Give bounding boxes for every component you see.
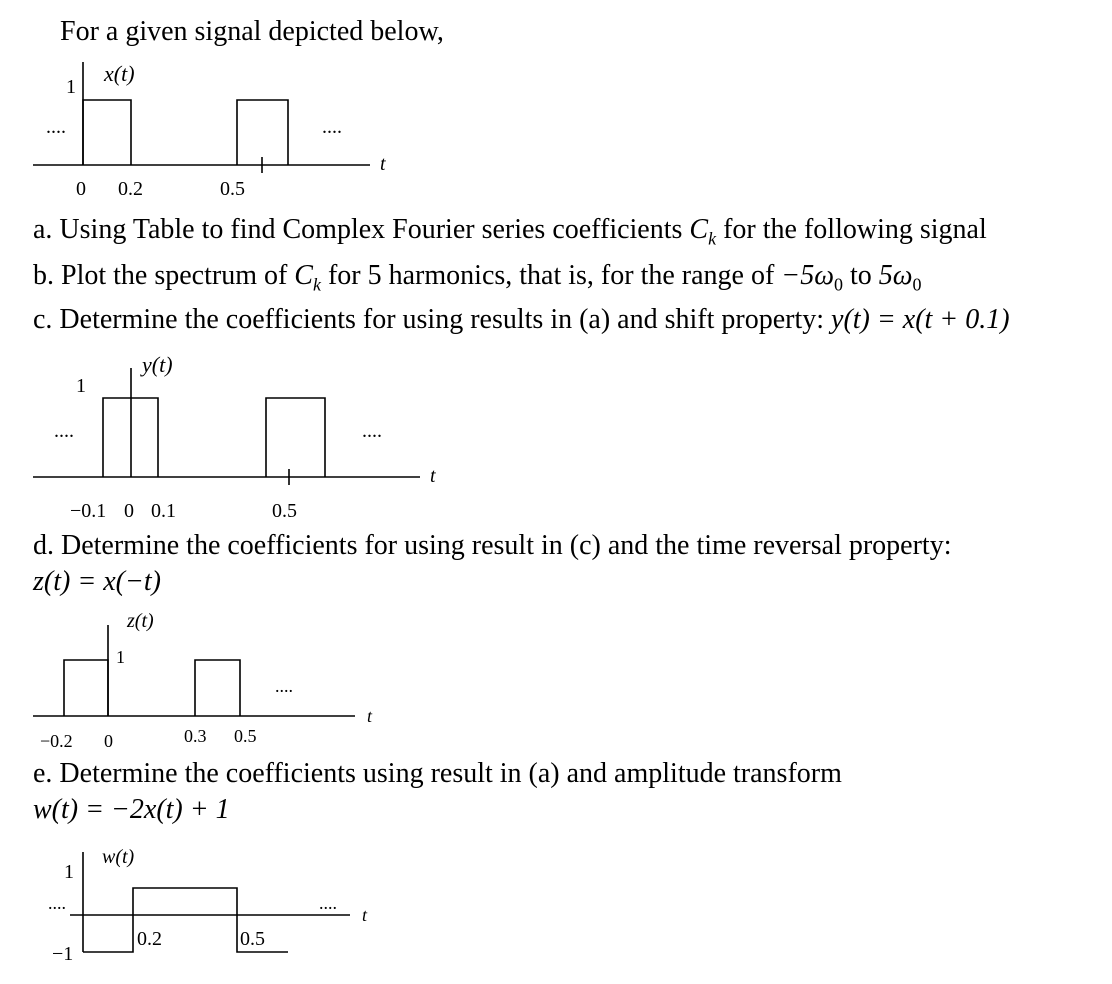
part-b-text: b. Plot the spectrum of $C_k$ for 5 harmonics, that is, for the range of $-5\omega_0$ to $5\omega_0$ — [33, 260, 922, 295]
figure-x — [33, 61, 386, 200]
z-tick-label-0: −0.2 — [40, 731, 73, 751]
w-tick-label-0: 0.2 — [137, 928, 162, 950]
x-dots-left: .... — [46, 116, 66, 138]
z-tick-label-2: 0.3 — [184, 726, 207, 746]
y-signal-label: y(t) — [142, 352, 173, 377]
y-tick-label-0: −0.1 — [70, 500, 107, 522]
w-axis-label: t — [362, 905, 368, 925]
z-pulse-1 — [64, 660, 108, 716]
z-amp-label: 1 — [116, 647, 125, 667]
z-pulse-2 — [195, 660, 240, 716]
x-pulse-2 — [237, 100, 288, 165]
z-signal-label: z(t) — [127, 610, 154, 632]
w-signal-label: w(t) — [102, 846, 135, 868]
amplitude-equation: w(t) = −2x(t) + 1 — [33, 794, 230, 825]
w-amp-pos-label: 1 — [64, 861, 74, 883]
z-tick-label-3: 0.5 — [234, 726, 257, 746]
z-tick-label-1: 0 — [104, 731, 113, 751]
w-dots-left: .... — [48, 893, 66, 913]
x-signal-label: x(t) — [104, 61, 135, 86]
y-tick-label-3: 0.5 — [272, 500, 297, 522]
x-pulse-1 — [83, 100, 131, 165]
x-amp-label: 1 — [66, 76, 76, 98]
part-c-text: c. Determine the coefficients for using results in (a) and shift property: y(t) = x(t + 0.1) — [33, 304, 1010, 335]
part-a-text: a. Using Table to find Complex Fourier series coefficients $C_k$ for the following signal — [33, 214, 987, 249]
figure-z — [33, 610, 373, 751]
y-dots-left: .... — [54, 420, 74, 442]
figure-w — [48, 846, 368, 965]
z-axis-label: t — [367, 706, 373, 726]
w-amp-neg-label: −1 — [52, 943, 74, 965]
part-d-text: d. Determine the coefficients for using result in (c) and the time reversal property: — [33, 530, 952, 561]
w-tick-label-1: 0.5 — [240, 928, 265, 950]
y-pulse-2 — [266, 398, 325, 477]
x-dots-right: .... — [322, 116, 342, 138]
y-tick-label-2: 0.1 — [151, 500, 176, 522]
y-tick-label-1: 0 — [124, 500, 134, 522]
x-tick-label-2: 0.5 — [220, 178, 245, 200]
y-amp-label: 1 — [76, 375, 86, 397]
intro-text: For a given signal depicted below, — [60, 16, 444, 47]
z-dots-right: .... — [275, 676, 293, 696]
w-dots-right: .... — [319, 893, 337, 913]
x-tick-label-1: 0.2 — [118, 178, 143, 200]
y-dots-right: .... — [362, 420, 382, 442]
x-axis-label: t — [380, 153, 386, 175]
reversal-equation: z(t) = x(−t) — [33, 566, 161, 597]
shift-equation: y(t) = x(t + 0.1) — [831, 304, 1010, 335]
figure-y — [33, 352, 436, 522]
x-tick-label-0: 0 — [76, 178, 86, 200]
part-e-text: e. Determine the coefficients using result in (a) and amplitude transform — [33, 758, 842, 789]
y-axis-label: t — [430, 465, 436, 487]
